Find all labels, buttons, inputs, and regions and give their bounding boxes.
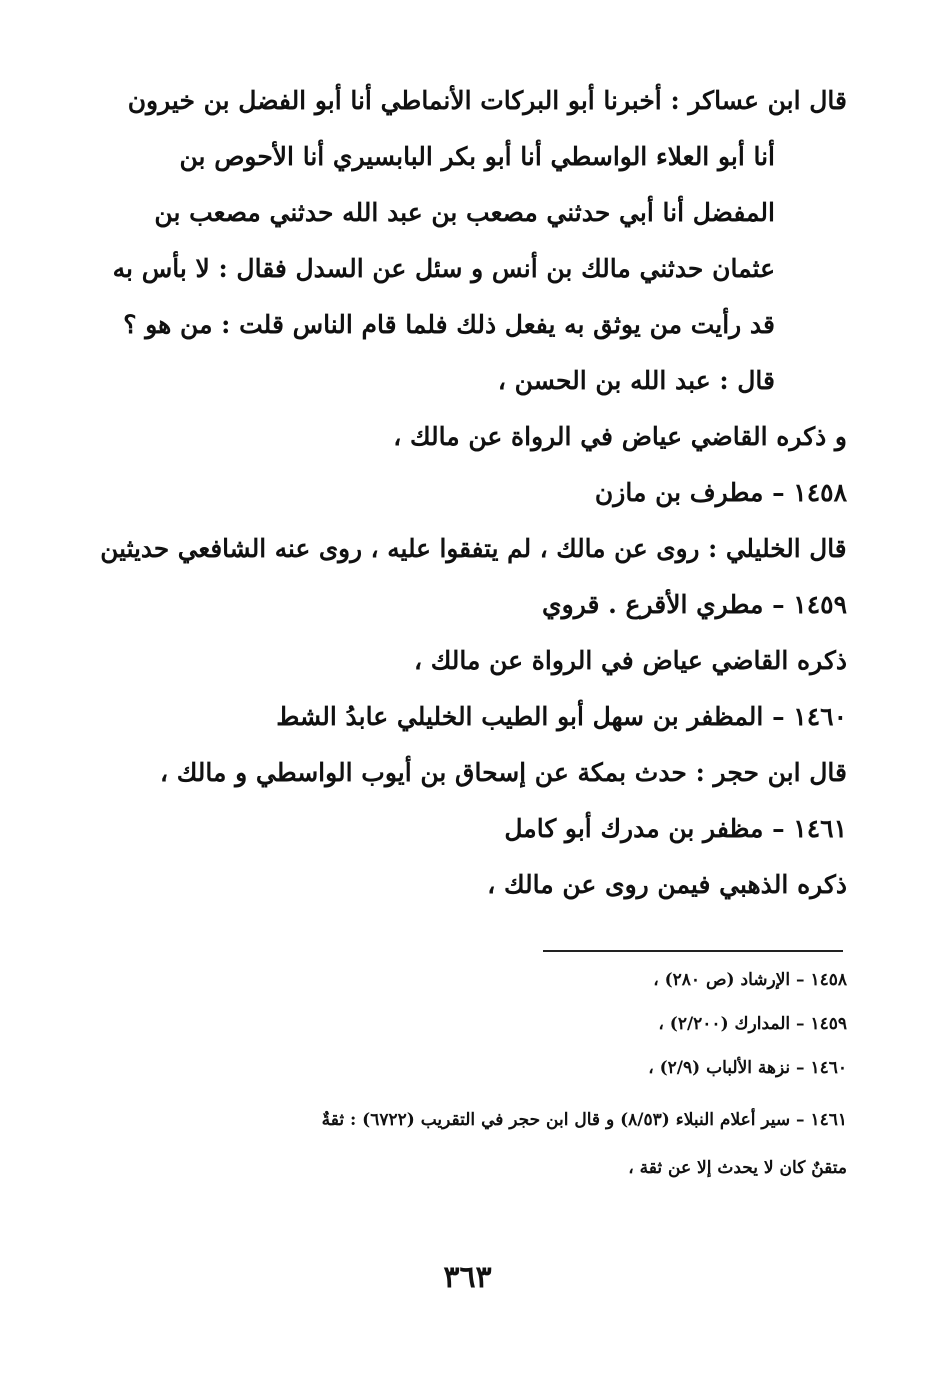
body-line: المفضل أنا أبي حدثني مصعب بن عبد الله حدثني مصعب بن: [154, 198, 775, 227]
body-line: ذكره القاضي عياض في الرواة عن مالك ،: [413, 646, 847, 675]
body-line: عثمان حدثني مالك بن أنس و سئل عن السدل فقال : لا بأس به: [112, 254, 775, 283]
body-line: قد رأيت من يوثق به يفعل ذلك فلما قام الناس قلت : من هو ؟: [123, 310, 775, 339]
body-line: ذكره الذهبي فيمن روى عن مالك ،: [487, 870, 847, 899]
footnote: ١٤٥٨ – الإرشاد (ص ٢٨٠) ،: [653, 970, 847, 990]
entry-heading: ١٤٥٩ – مطري الأقرع . قروي: [542, 590, 847, 619]
page-number: ٣٦٣: [443, 1260, 492, 1295]
body-line: و ذكره القاضي عياض في الرواة عن مالك ،: [393, 422, 847, 451]
body-line: قال ابن حجر : حدث بمكة عن إسحاق بن أيوب الواسطي و مالك ،: [159, 758, 847, 787]
footnote: ١٤٥٩ – المدارك (٢/٢٠٠) ،: [658, 1014, 847, 1034]
body-line: أنا أبو العلاء الواسطي أنا أبو بكر البابسيري أنا الأحوص بن: [179, 142, 775, 171]
body-line: قال ابن عساكر : أخبرنا أبو البركات الأنماطي أنا أبو الفضل بن خيرون: [127, 86, 847, 115]
footnote: ١٤٦١ – سير أعلام النبلاء (٨/٥٣) و قال ابن حجر في التقريب (٦٧٢٢) : ثقةٌ: [321, 1110, 847, 1130]
footnote: متقنٌ كان لا يحدث إلا عن ثقة ،: [628, 1158, 847, 1178]
entry-heading: ١٤٥٨ – مطرف بن مازن: [594, 478, 847, 507]
footnote-divider: [543, 950, 843, 952]
body-line: قال الخليلي : روى عن مالك ، لم يتفقوا عليه ، روى عنه الشافعي حديثين: [100, 534, 847, 563]
entry-heading: ١٤٦٠ – المظفر بن سهل أبو الطيب الخليلي عابدُ الشط: [276, 702, 847, 731]
footnote: ١٤٦٠ – نزهة الألباب (٢/٩) ،: [648, 1058, 847, 1078]
entry-heading: ١٤٦١ – مظفر بن مدرك أبو كامل: [504, 814, 847, 843]
body-line: قال : عبد الله بن الحسن ،: [497, 366, 775, 395]
